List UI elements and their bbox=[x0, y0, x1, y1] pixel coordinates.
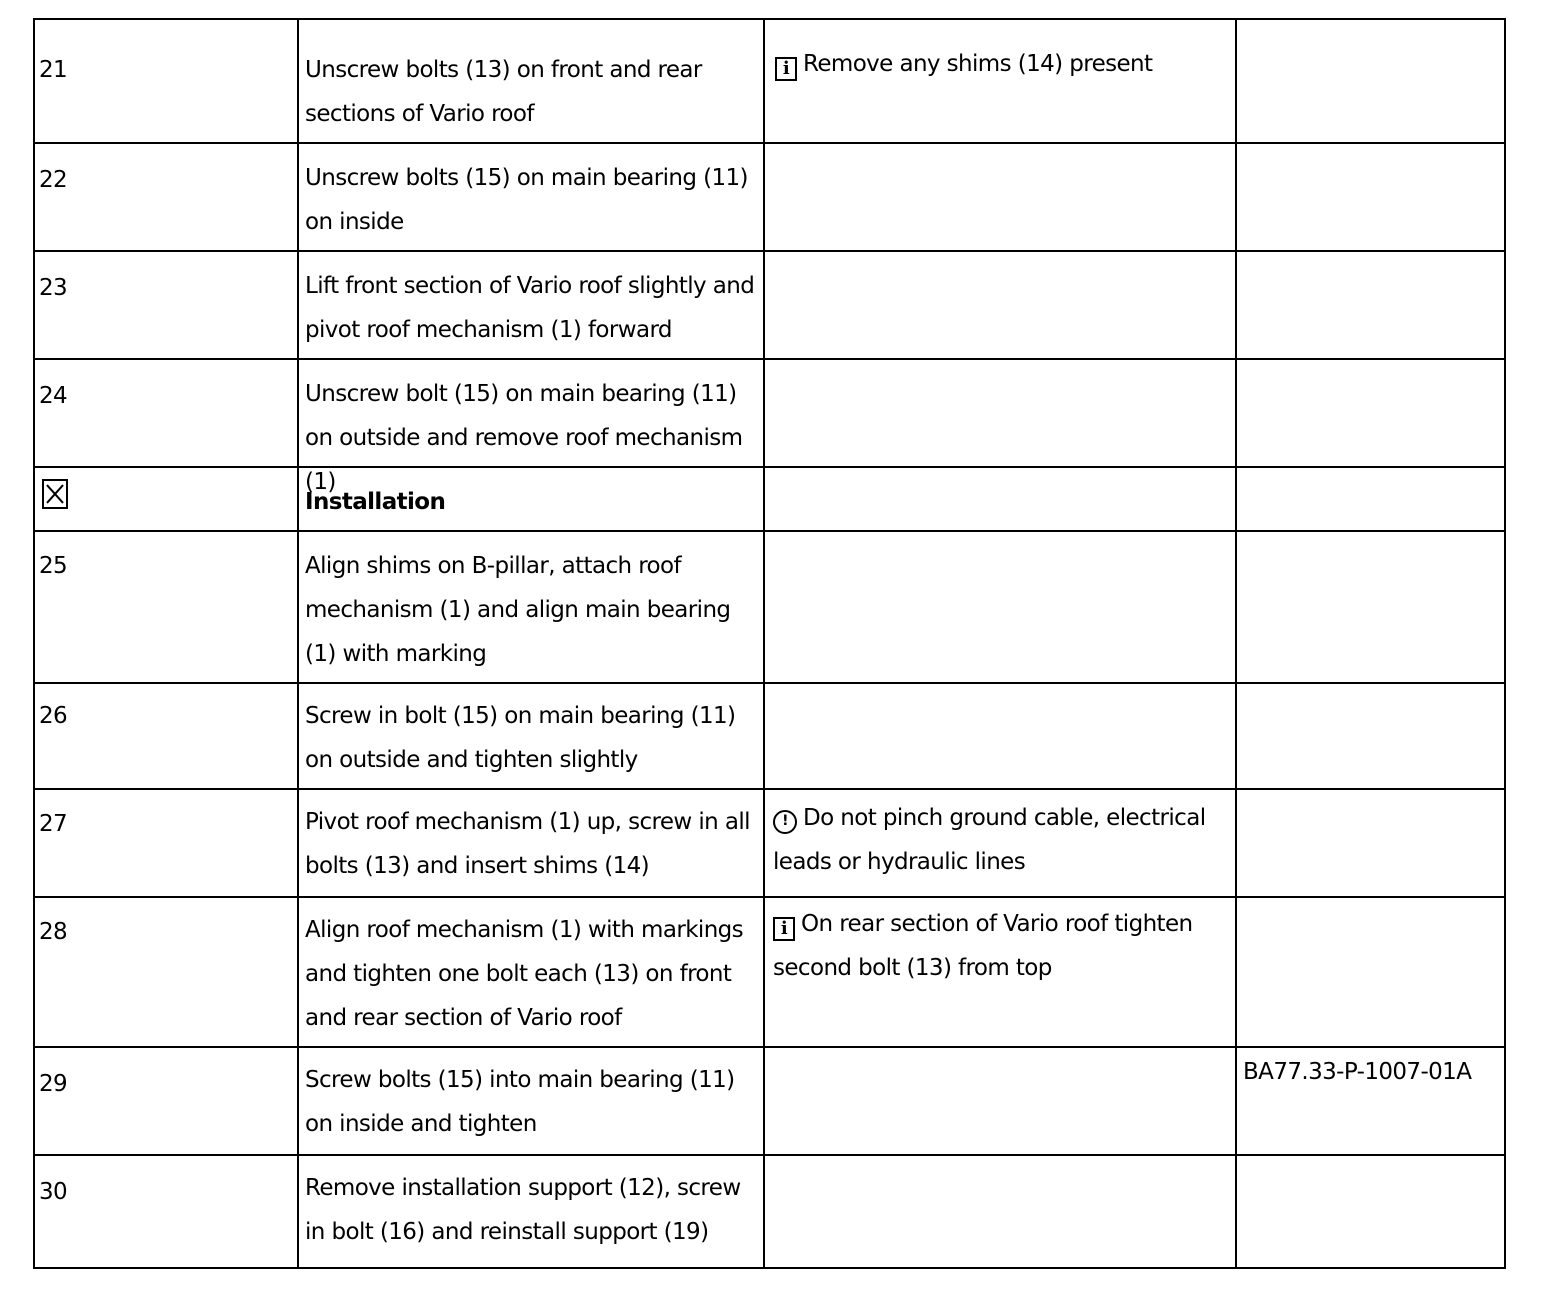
action-text: Remove installation support (12), screw in bolt (16) and reinstall support (19) bbox=[305, 1175, 741, 1245]
action-text: Lift front section of Vario roof slightly and pivot roof mechanism (1) forward bbox=[305, 273, 755, 343]
row-divider bbox=[33, 1154, 1506, 1156]
row-divider bbox=[33, 358, 1506, 360]
caution-icon: ! bbox=[773, 810, 797, 834]
section-heading: Installation bbox=[305, 489, 446, 515]
step-number: 27 bbox=[39, 811, 68, 837]
step-number: 23 bbox=[39, 275, 68, 301]
table-border-right bbox=[1504, 18, 1506, 1269]
step-number: 22 bbox=[39, 167, 68, 193]
table-border-left bbox=[33, 18, 35, 1269]
action-text: Unscrew bolts (13) on front and rear sections of Vario roof bbox=[305, 57, 702, 127]
info-icon: i bbox=[773, 917, 795, 941]
table-border-top bbox=[33, 18, 1506, 20]
row-divider bbox=[33, 896, 1506, 898]
step-number: 26 bbox=[39, 703, 68, 729]
note-cell bbox=[773, 796, 1228, 884]
procedure-table bbox=[33, 18, 1506, 1269]
column-divider bbox=[1235, 18, 1237, 1269]
column-divider bbox=[763, 18, 765, 1269]
step-number: 28 bbox=[39, 919, 68, 945]
action-text: Unscrew bolt (15) on main bearing (11) on outside and remove roof mechanism (1) bbox=[305, 381, 743, 495]
action-text: Screw bolts (15) into main bearing (11) on inside and tighten bbox=[305, 1067, 735, 1137]
action-text: Pivot roof mechanism (1) up, screw in all bolts (13) and insert shims (14) bbox=[305, 809, 750, 879]
row-divider bbox=[33, 530, 1506, 532]
note-text: On rear section of Vario roof tighten second bolt (13) from top bbox=[773, 911, 1193, 981]
installation-icon bbox=[42, 479, 68, 509]
row-divider bbox=[33, 250, 1506, 252]
note-text: Do not pinch ground cable, electrical leads or hydraulic lines bbox=[773, 805, 1206, 875]
info-icon: i bbox=[775, 57, 797, 81]
column-divider bbox=[297, 18, 299, 1269]
action-text: Unscrew bolts (15) on main bearing (11) on inside bbox=[305, 165, 748, 235]
step-number: 21 bbox=[39, 57, 68, 83]
note-text: Remove any shims (14) present bbox=[803, 51, 1153, 77]
action-text: Align roof mechanism (1) with markings and tighten one bolt each (13) on front and rear section of Vario roof bbox=[305, 917, 744, 1031]
row-divider bbox=[33, 142, 1506, 144]
document-reference: BA77.33-P-1007-01A bbox=[1243, 1059, 1472, 1085]
row-divider bbox=[33, 1046, 1506, 1048]
row-divider bbox=[33, 466, 1506, 468]
step-number: 25 bbox=[39, 553, 68, 579]
action-text: Screw in bolt (15) on main bearing (11) on outside and tighten slightly bbox=[305, 703, 736, 773]
action-text: Align shims on B-pillar, attach roof mechanism (1) and align main bearing (1) with marking bbox=[305, 553, 731, 667]
step-number: 24 bbox=[39, 383, 68, 409]
row-divider bbox=[33, 788, 1506, 790]
row-divider bbox=[33, 682, 1506, 684]
note-cell bbox=[775, 42, 1225, 86]
note-cell bbox=[773, 902, 1228, 990]
step-number: 30 bbox=[39, 1179, 68, 1205]
table-border-bottom bbox=[33, 1267, 1506, 1269]
step-number: 29 bbox=[39, 1071, 68, 1097]
